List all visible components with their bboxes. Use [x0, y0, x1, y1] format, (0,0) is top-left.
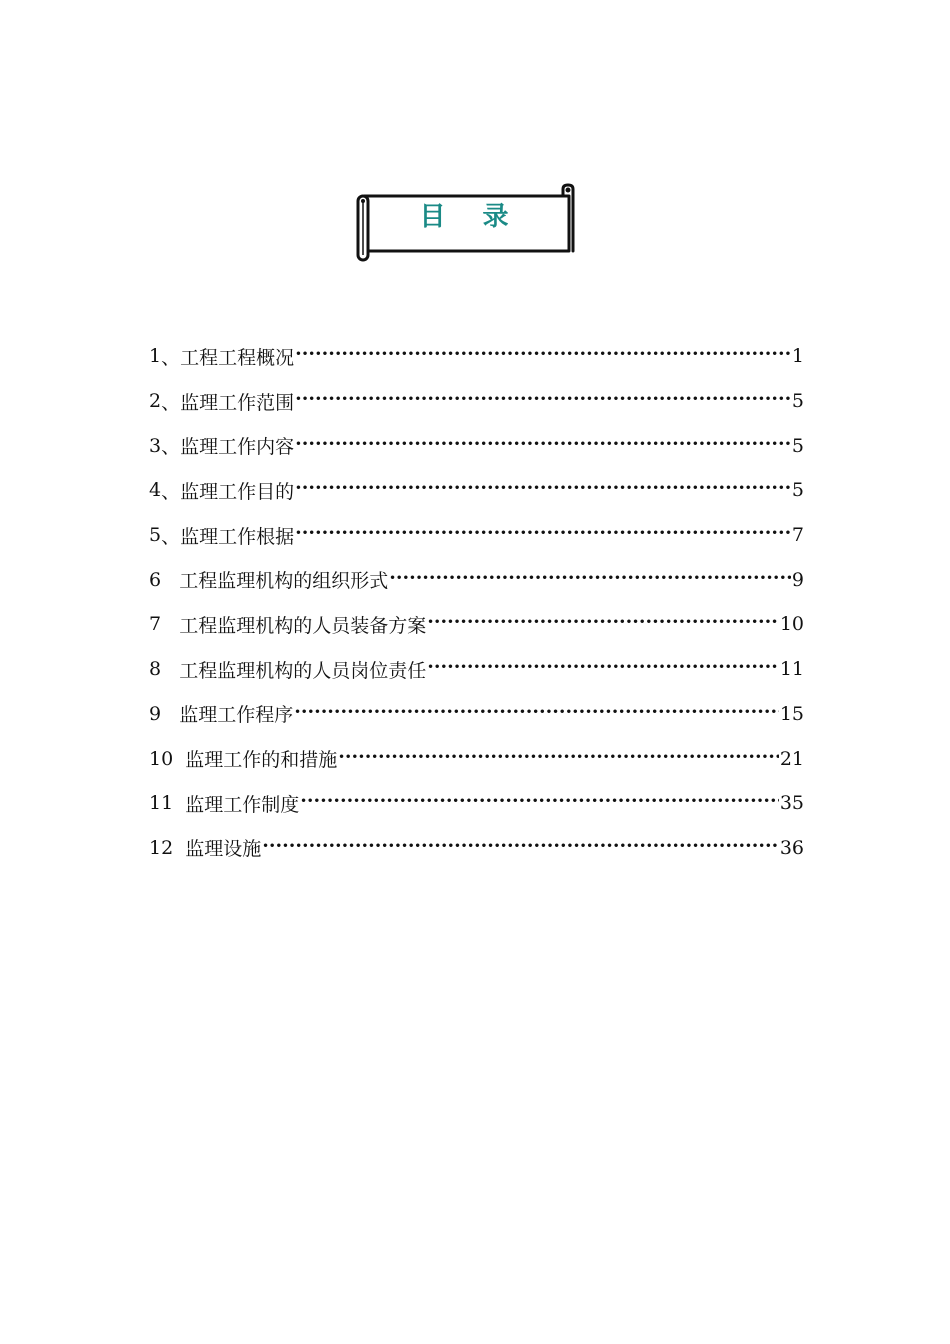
toc-entry-separator: 、 — [161, 525, 181, 548]
toc-entry[interactable] — [149, 602, 804, 647]
toc-leader-dots — [295, 345, 791, 367]
toc-entry-page: 21 — [779, 747, 804, 770]
toc-entry-number: 12 — [149, 836, 174, 859]
toc-entry-separator — [161, 613, 179, 635]
toc-entry[interactable] — [149, 379, 804, 424]
toc-entry-separator: 、 — [161, 391, 181, 414]
toc-entry-number: 3 — [149, 434, 162, 457]
toc-entry-page: 5 — [791, 434, 804, 457]
toc-entry-label: 监理工作根据 — [180, 525, 295, 548]
toc-entry[interactable] — [149, 692, 804, 737]
toc-entry-number: 6 — [149, 568, 162, 591]
toc-entry-number: 7 — [149, 613, 162, 636]
toc-entry-label: 工程监理机构的人员岗位责任 — [179, 659, 427, 682]
toc-entry-number: 10 — [149, 747, 174, 770]
toc-entry-separator: 、 — [161, 436, 181, 459]
toc-entry[interactable] — [149, 781, 804, 826]
toc-leader-dots — [295, 479, 791, 501]
toc-leader-dots — [300, 792, 779, 814]
toc-entry[interactable] — [149, 423, 804, 468]
toc-entry-label: 监理工作程序 — [179, 704, 294, 727]
toc-entry-label: 工程监理机构的人员装备方案 — [179, 614, 427, 637]
toc-entry-page: 11 — [779, 658, 804, 681]
toc-entry-separator: 、 — [161, 346, 181, 369]
toc-leader-dots — [389, 569, 791, 591]
toc-entry-number: 4 — [149, 479, 162, 502]
toc-entry-label: 工程监理机构的组织形式 — [179, 570, 389, 593]
toc-entry-page: 35 — [779, 792, 804, 815]
toc-entry-label: 工程工程概况 — [180, 346, 295, 369]
toc-entry-separator: 、 — [161, 480, 181, 503]
toc-entry[interactable] — [149, 557, 804, 602]
toc-entry-page: 36 — [779, 836, 804, 859]
toc-entry-separator — [161, 658, 179, 680]
toc-leader-dots — [262, 837, 779, 859]
toc-entry-number: 1 — [149, 345, 162, 368]
toc-entry-label: 监理工作内容 — [180, 436, 295, 459]
toc-entry[interactable] — [149, 513, 804, 558]
toc-entry-label: 监理工作制度 — [185, 793, 300, 816]
toc-entry-page: 1 — [791, 345, 804, 368]
toc-entry-page: 7 — [791, 524, 804, 547]
toc-entry-number: 8 — [149, 658, 162, 681]
toc-entry[interactable] — [149, 468, 804, 513]
toc-entry-number: 11 — [149, 792, 174, 815]
toc-leader-dots — [295, 390, 791, 412]
toc-entry-number: 2 — [149, 390, 162, 413]
toc-entry-label: 监理工作范围 — [180, 391, 295, 414]
page-title: 目 录 — [419, 202, 523, 232]
toc-entry-number: 5 — [149, 524, 162, 547]
toc-entry[interactable] — [149, 334, 804, 379]
toc-entry-separator — [161, 569, 179, 591]
toc-entry[interactable] — [149, 647, 804, 692]
toc-leader-dots — [427, 613, 779, 635]
toc-leader-dots — [294, 703, 779, 725]
toc-entry-label: 监理工作的和措施 — [185, 749, 338, 772]
toc-entry-page: 15 — [779, 702, 804, 725]
toc-entry[interactable] — [149, 736, 804, 781]
toc-entry-page: 5 — [791, 390, 804, 413]
toc-leader-dots — [427, 658, 779, 680]
toc-entry-separator — [173, 837, 185, 859]
title-banner — [352, 183, 582, 267]
toc-leader-dots — [295, 435, 791, 457]
toc-entry-number: 9 — [149, 702, 162, 725]
toc-entry-label: 监理工作目的 — [180, 480, 295, 503]
toc-entry-page: 9 — [791, 568, 804, 591]
toc-entry[interactable] — [149, 826, 804, 871]
toc-entry-page: 5 — [791, 479, 804, 502]
toc-leader-dots — [295, 524, 791, 546]
table-of-contents — [149, 334, 804, 870]
toc-entry-label: 监理设施 — [185, 838, 262, 861]
toc-entry-page: 10 — [779, 613, 804, 636]
toc-entry-separator — [173, 792, 185, 814]
toc-entry-separator — [161, 703, 179, 725]
toc-entry-separator — [173, 748, 185, 770]
toc-leader-dots — [338, 748, 779, 770]
